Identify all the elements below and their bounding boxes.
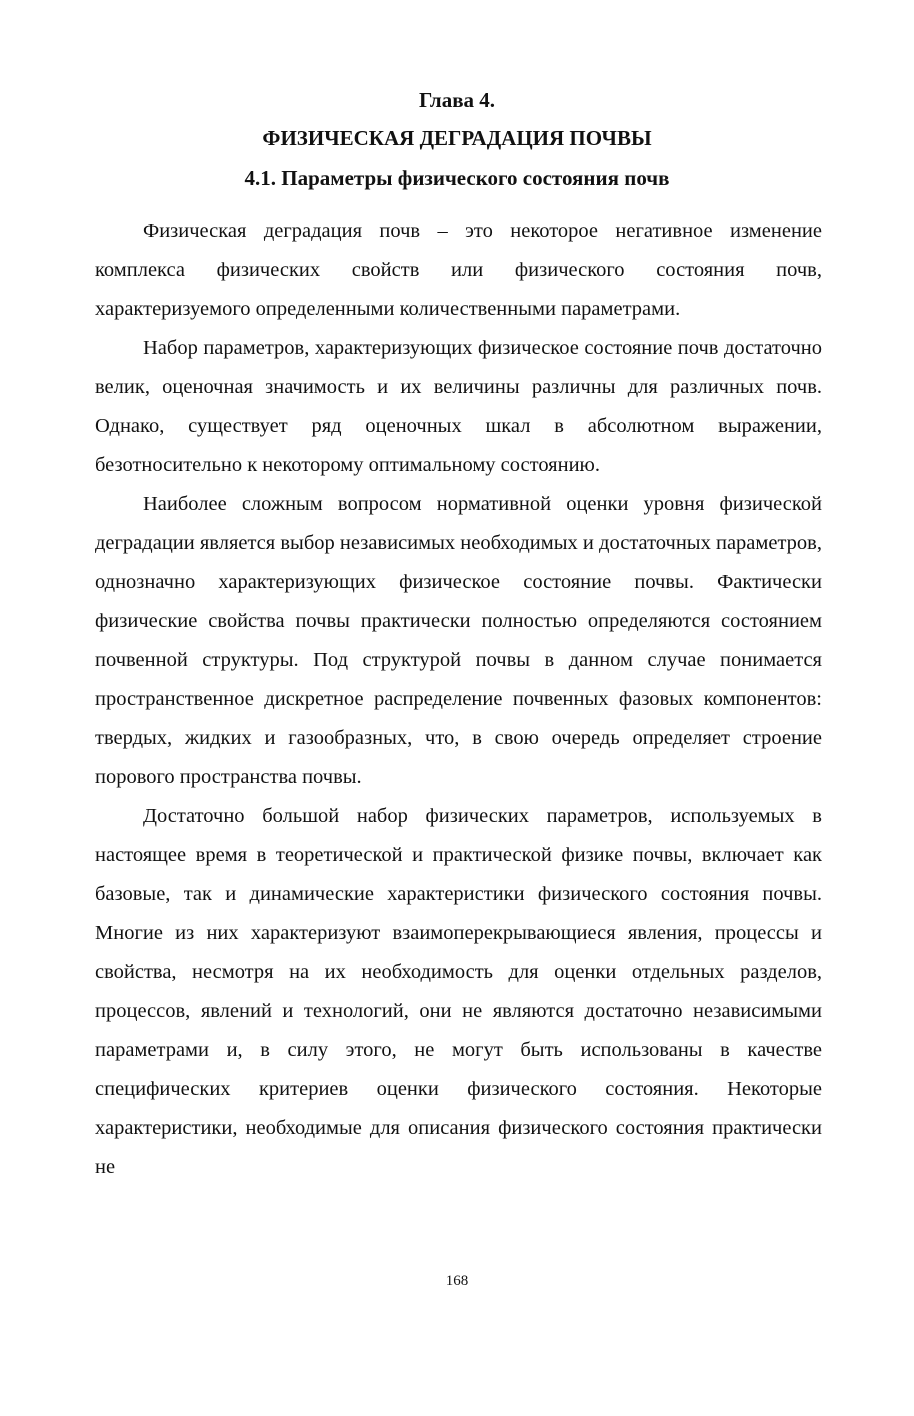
paragraph-2: Набор параметров, характеризующих физическое состояние почв достаточно велик, оценочная значимость и их величины различны для различных почв. Однако, существует ряд оценочных шкал в абсолютном выражении, безотносительно к некоторому оптимальному состоянию. (95, 337, 822, 476)
page-number: 168 (445, 1273, 469, 1289)
chapter-number: Глава 4. (418, 88, 496, 112)
paragraph-4: Достаточно большой набор физических параметров, используемых в настоящее время в теоретической и практической физике почвы, включает как базовые, так и динамические характеристики физического состояния почвы. Многие из них характеризуют взаимоперекрывающиеся явления, процессы и свойства, несмотря на их необходимость для оценки отдельных разделов, процессов, явлений и технологий, они не являются достаточно независимыми параметрами и, в силу этого, не могут быть использованы в качестве специфических критериев оценки физического состояния. Некоторые характеристики, необходимые для описания физического состояния практически не (95, 805, 822, 1178)
chapter-title: ФИЗИЧЕСКАЯ ДЕГРАДАЦИЯ ПОЧВЫ (262, 126, 652, 150)
paragraph-3: Наиболее сложным вопросом нормативной оценки уровня физической деградации является выбор независимых необходимых и достаточных параметров, однозначно характеризующих физическое состояние почвы. Фактически физические свойства почвы практически полностью определяются состоянием почвенной структуры. Под структурой почвы в данном случае понимается пространственное дискретное распределение почвенных фазовых компонентов: твердых, жидких и газообразных, что, в свою очередь определяет строение порового пространства почвы. (95, 493, 822, 788)
section-title: 4.1. Параметры физического состояния почв (244, 166, 670, 190)
paragraph-1: Физическая деградация почв – это некоторое негативное изменение комплекса физических свойств или физического состояния почв, характеризуемого определенными количественными параметрами. (95, 220, 822, 320)
body-text (95, 212, 822, 1187)
